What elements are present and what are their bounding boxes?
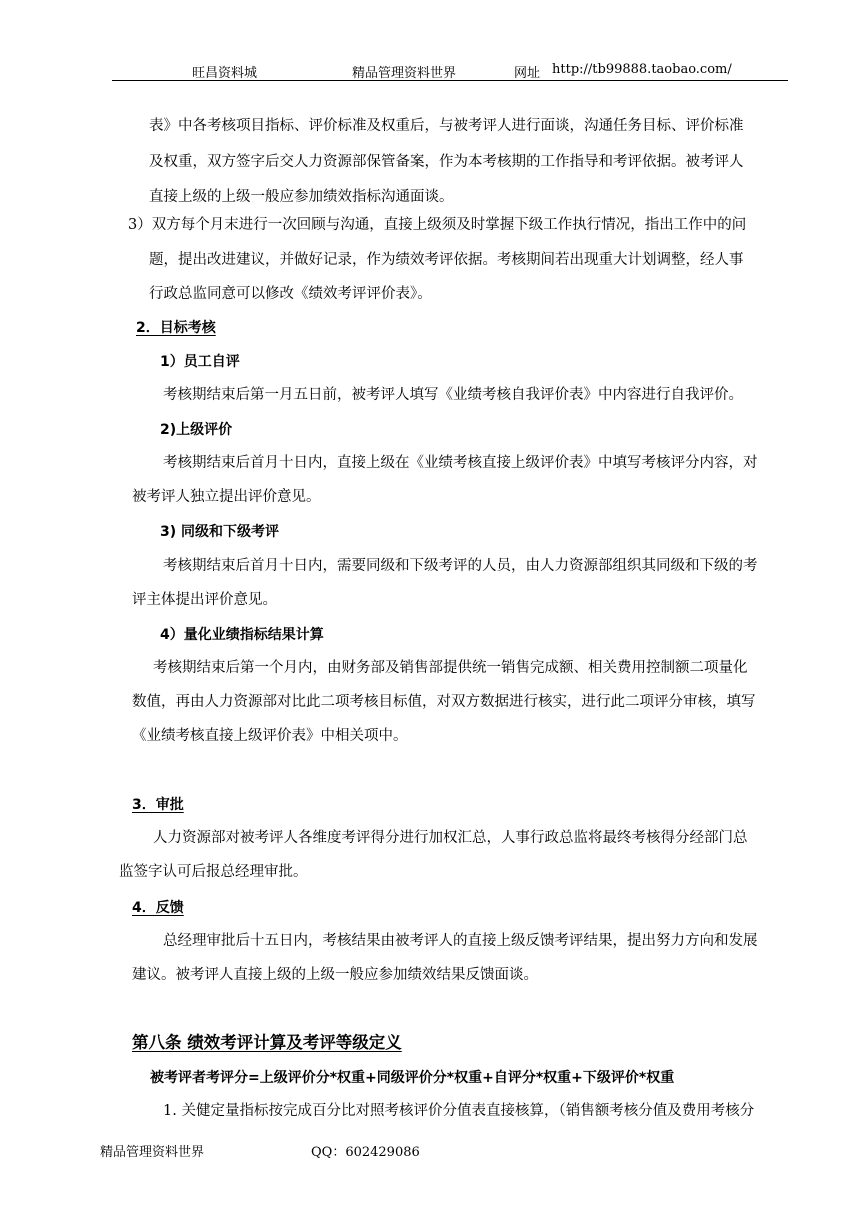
text-line: 人力资源部对被考评人各维度考评得分进行加权汇总，人事行政总监将最终考核得分经部门总 <box>153 830 748 846</box>
footer-qq: QQ：602429086 <box>311 1145 420 1160</box>
subheading-quantitative-calculation: 4）量化业绩指标结果计算 <box>160 627 324 643</box>
text-line: 总经理审批后十五日内，考核结果由被考评人的直接上级反馈考评结果，提出努力方向和发展 <box>163 933 758 949</box>
header-url-link[interactable]: http://tb99888.taobao.com/ <box>552 62 732 77</box>
subheading-self-evaluation: 1）员工自评 <box>160 354 240 370</box>
text-line: 1. 关健定量指标按完成百分比对照考核评价分值表直接核算，（销售额考核分值及费用考核分 <box>163 1103 755 1119</box>
article-8-heading: 第八条 绩效考评计算及考评等级定义 <box>132 1033 402 1052</box>
text-line: 评主体提出评价意见。 <box>132 592 277 608</box>
text-line: 数值，再由人力资源部对比此二项考核目标值，对双方数据进行核实，进行此二项评分审核，填写 <box>132 694 756 710</box>
subheading-peer-evaluation: 3) 同级和下级考评 <box>160 524 280 540</box>
text-line: 考核期结束后首月十日内，需要同级和下级考评的人员，由人力资源部组织其同级和下级的考 <box>163 558 758 574</box>
section-heading-feedback: 4．反馈 <box>132 900 184 916</box>
text-line: 直接上级的上级一般应参加绩效指标沟通面谈。 <box>149 189 454 205</box>
section-heading-approval: 3．审批 <box>132 797 184 813</box>
text-line: 考核期结束后第一个月内，由财务部及销售部提供统一销售完成额、相关费用控制额二项量化 <box>153 660 748 676</box>
text-line: 考核期结束后第一月五日前，被考评人填写《业绩考核自我评价表》中内容进行自我评价。 <box>163 387 743 403</box>
text-line: 表》中各考核项目指标、评价标准及权重后，与被考评人进行面谈，沟通任务目标、评价标准 <box>149 118 744 134</box>
section-heading-target-assessment: 2．目标考核 <box>136 320 216 336</box>
header-world: 精品管理资料世界 <box>352 66 457 81</box>
text-line: 题，提出改进建议，并做好记录，作为绩效考评依据。考核期间若出现重大计划调整，经人事 <box>149 252 744 268</box>
footer-world: 精品管理资料世界 <box>100 1145 205 1160</box>
text-line: 行政总监同意可以修改《绩效考评评价表》。 <box>149 286 432 302</box>
text-line: 建议。被考评人直接上级的上级一般应参加绩效结果反馈面谈。 <box>132 967 538 983</box>
text-line: 考核期结束后首月十日内，直接上级在《业绩考核直接上级评价表》中填写考核评分内容，对 <box>163 455 758 471</box>
subheading-superior-evaluation: 2)上级评价 <box>160 422 233 438</box>
text-line: 被考评人独立提出评价意见。 <box>132 489 321 505</box>
text-line: 《业绩考核直接上级评价表》中相关项中。 <box>132 728 408 744</box>
header-rule <box>112 80 788 81</box>
text-line: 及权重，双方签字后交人力资源部保管备案，作为本考核期的工作指导和考评依据。被考评人 <box>149 154 744 170</box>
text-line: 监签字认可后报总经理审批。 <box>119 864 308 880</box>
score-formula: 被考评者考评分=上级评价分*权重+同级评价分*权重+自评分*权重+下级评价*权重 <box>150 1070 675 1086</box>
header-shop: 旺昌资料城 <box>192 66 258 81</box>
text-line: 3）双方每个月末进行一次回顾与沟通，直接上级须及时掌握下级工作执行情况，指出工作中的问 <box>128 217 747 233</box>
header-url-label: 网址 <box>514 66 541 81</box>
